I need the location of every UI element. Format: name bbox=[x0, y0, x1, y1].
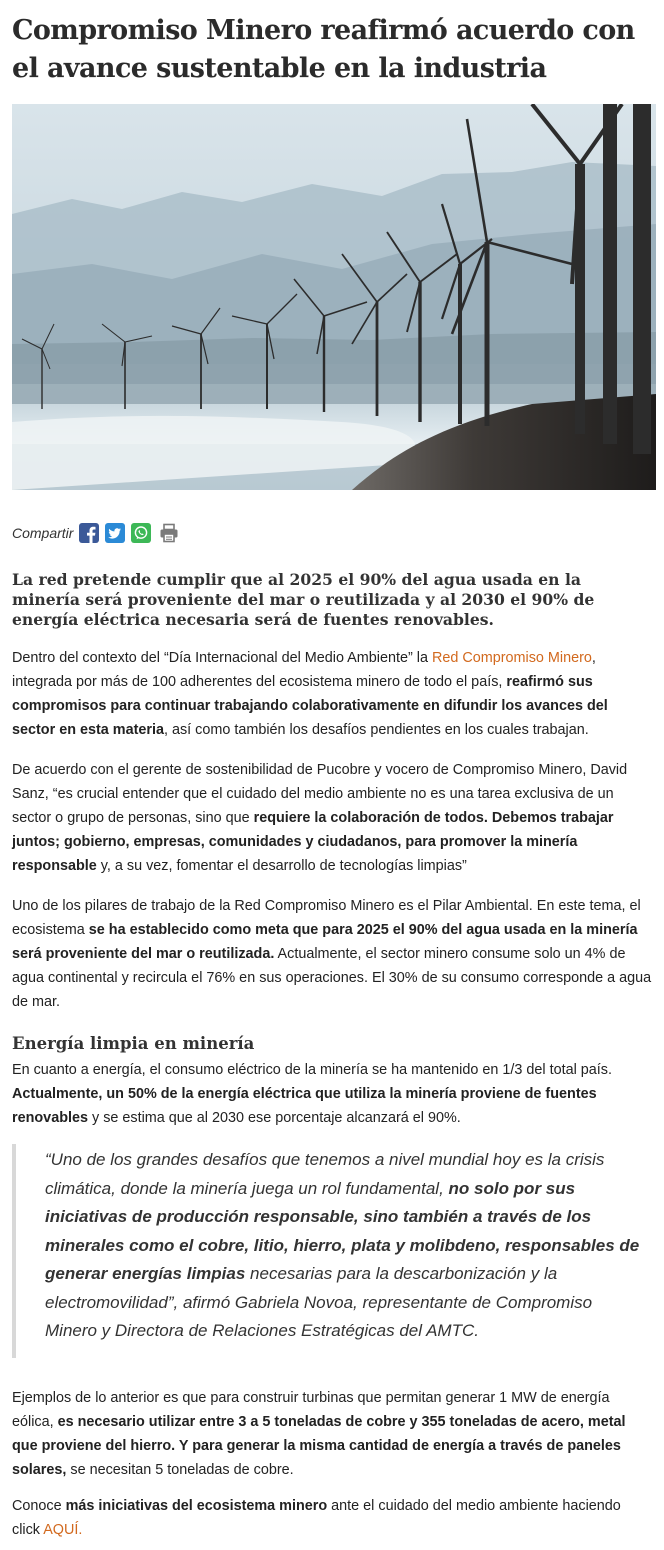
share-label: Compartir bbox=[12, 525, 74, 541]
text: “Uno de los grandes desafíos que tenemos a nivel mundial hoy es la crisis climática, donde la minería juega un rol fundamental, bbox=[45, 1150, 605, 1198]
text: En cuanto a energía, el consumo eléctrico de la minería se ha mantenido en 1/3 del total país. bbox=[12, 1062, 612, 1078]
pull-quote bbox=[12, 1144, 652, 1358]
bold-text: es necesario utilizar entre 3 a 5 toneladas de cobre y 355 toneladas de acero, metal que proviene del hierro. Y para generar la misma cantidad de energía a través de paneles solares, bbox=[12, 1413, 626, 1478]
facebook-icon[interactable] bbox=[79, 523, 99, 543]
text: De acuerdo con el gerente de sostenibilidad de Pucobre y vocero de Compromiso Minero, David Sanz, “es crucial entender que el cuidado del medio ambiente no es una tarea exclusiva de un sector o grupo de personas, sino que bbox=[12, 762, 628, 826]
article bbox=[0, 12, 664, 1542]
text: necesarias para la descarbonización y la electromovilidad”, afirmó Gabriela Novoa, representante de Compromiso Minero y Directora de Relaciones Estratégicas del AMTC. bbox=[45, 1264, 593, 1340]
paragraph-2 bbox=[12, 758, 652, 878]
bold-text: requiere la colaboración de todos. Debemos trabajar juntos; gobierno, empresas, comunidades y ciudadanos, para promover la minería responsable bbox=[12, 810, 614, 874]
text: Ejemplos de lo anterior es que para construir turbinas que permitan generar 1 MW de energía eólica, bbox=[12, 1389, 610, 1430]
bold-text: Actualmente, un 50% de la energía eléctrica que utiliza la minería proviene de fuentes renovables bbox=[12, 1086, 597, 1126]
red-compromiso-minero-link[interactable]: Red Compromiso Minero bbox=[431, 650, 592, 666]
text: ante el cuidado del medio ambiente haciendo click bbox=[12, 1497, 621, 1538]
text: y se estima que al 2030 ese porcentaje alcanzará el 90%. bbox=[88, 1110, 461, 1126]
aqui-link[interactable]: AQUÍ. bbox=[43, 1521, 83, 1538]
paragraph-4 bbox=[12, 1058, 652, 1130]
article-lead: La red pretende cumplir que al 2025 el 90% del agua usada en la minería será proveniente del mar o reutilizada y al 2030 el 90% de energía eléctrica necesaria será de fuentes renovables. bbox=[12, 570, 595, 629]
title-line-1: Compromiso Minero reafirmó acuerdo con bbox=[12, 15, 635, 46]
text: se necesitan 5 toneladas de cobre. bbox=[66, 1461, 294, 1478]
text: Dentro del contexto del “Día Internacional del Medio Ambiente” la bbox=[12, 650, 432, 666]
text: Conoce bbox=[12, 1497, 66, 1514]
text: Uno de los pilares de trabajo de la Red Compromiso Minero es el Pilar Ambiental. En este tema, el ecosistema bbox=[12, 898, 641, 938]
title-line-2: el avance sustentable en la industria bbox=[12, 53, 547, 84]
paragraph-3 bbox=[12, 894, 652, 1014]
print-icon[interactable] bbox=[157, 523, 181, 543]
bold-text: se ha establecido como meta que para 2025 el 90% del agua usada en la minería será proveniente del mar o reutilizada. bbox=[12, 922, 638, 962]
paragraph-5 bbox=[12, 1386, 652, 1482]
share-bar bbox=[12, 520, 652, 546]
bold-text: no solo por sus iniciativas de producción responsable, sino también a través de los minerales como el cobre, litio, hierro, plata y molibdeno, responsables de generar energías limpias bbox=[45, 1178, 640, 1283]
text: Actualmente, el sector minero consume solo un 4% de agua continental y recircula el 76% en sus operaciones. El 30% de su consumo corresponde a agua de mar. bbox=[12, 946, 652, 1010]
paragraph-1 bbox=[12, 646, 652, 742]
whatsapp-icon[interactable] bbox=[131, 523, 151, 543]
text: , integrada por más de 100 adherentes del ecosistema minero de todo el país, bbox=[12, 650, 596, 690]
article-title bbox=[12, 12, 652, 88]
wind-turbines-photo bbox=[12, 104, 656, 490]
bold-text: más iniciativas del ecosistema minero bbox=[65, 1497, 328, 1514]
text: y, a su vez, fomentar el desarrollo de tecnologías limpias” bbox=[96, 858, 467, 874]
text: , así como también los desafíos pendientes en los cuales trabajan. bbox=[163, 722, 589, 738]
bold-text: reafirmó sus compromisos para continuar trabajando colaborativamente en difundir los avances del sector en esta materia bbox=[12, 674, 608, 738]
twitter-icon[interactable] bbox=[105, 523, 125, 543]
section-heading: Energía limpia en minería bbox=[12, 1034, 255, 1053]
paragraph-6 bbox=[12, 1494, 652, 1542]
